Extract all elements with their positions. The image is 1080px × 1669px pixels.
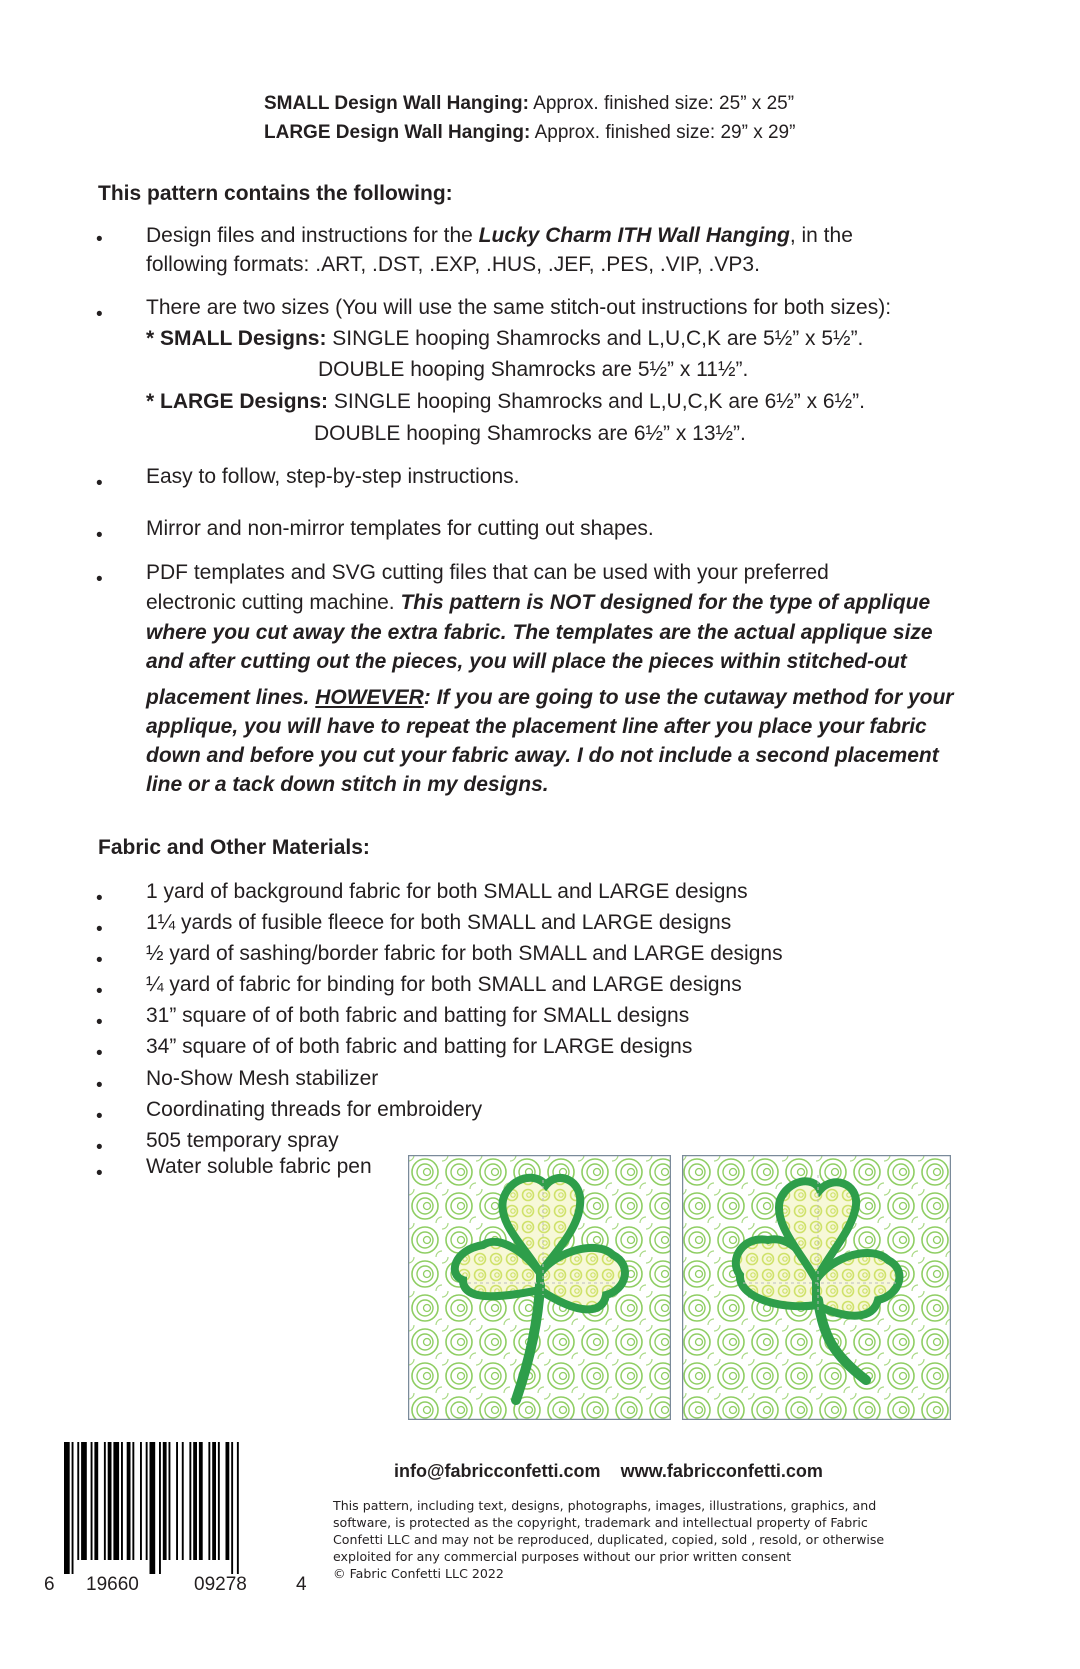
bullet: • <box>96 1012 103 1033</box>
barcode-bar <box>108 1442 112 1560</box>
barcode-bar <box>212 1442 216 1560</box>
materials-item: ½ yard of sashing/border fabric for both SMALL and LARGE designs <box>146 942 783 965</box>
barcode-bar <box>72 1442 74 1574</box>
barcode-bar <box>94 1442 98 1560</box>
shamrock-block-left <box>408 1155 671 1420</box>
pdf-svg-line-2: electronic cutting machine. This pattern is NOT designed for the type of applique <box>146 591 931 614</box>
materials-item: 34” square of of both fabric and batting for LARGE designs <box>146 1035 693 1058</box>
barcode-bar <box>127 1442 131 1560</box>
contents-item-instructions: Easy to follow, step-by-step instructions. <box>146 465 520 488</box>
pdf-svg-line-6: applique, you will have to repeat the placement line after you place your fabric <box>146 715 927 738</box>
barcode <box>44 1442 304 1576</box>
materials-item: No-Show Mesh stabilizer <box>146 1067 379 1090</box>
contents-heading: This pattern contains the following: <box>98 182 453 205</box>
barcode-bar <box>140 1442 142 1560</box>
contents-item-templates: Mirror and non-mirror templates for cutting out shapes. <box>146 517 654 540</box>
barcode-bar <box>132 1442 134 1560</box>
materials-heading: Fabric and Other Materials: <box>98 836 370 859</box>
pdf-svg-line-1: PDF templates and SVG cutting files that can be used with your preferred <box>146 561 829 584</box>
barcode-bar <box>81 1442 87 1560</box>
barcode-bar <box>189 1442 191 1560</box>
bullet: • <box>96 919 103 940</box>
bullet: • <box>96 525 103 546</box>
bullet: • <box>96 1075 103 1096</box>
barcode-bar <box>182 1442 184 1560</box>
bullet: • <box>96 229 103 250</box>
barcode-digit-check: 4 <box>296 1574 307 1595</box>
bullet: • <box>96 1163 103 1184</box>
materials-item: 1 yard of background fabric for both SMALL and LARGE designs <box>146 880 748 903</box>
barcode-bar <box>208 1442 210 1560</box>
materials-item: ¼ yard of fabric for binding for both SMALL and LARGE designs <box>146 973 742 996</box>
barcode-bar <box>159 1442 161 1574</box>
large-size-line: LARGE Design Wall Hanging: Approx. finished size: 29” x 29” <box>264 122 796 143</box>
bullet: • <box>96 1043 103 1064</box>
pdf-svg-line-3: where you cut away the extra fabric. The templates are the actual applique size <box>146 621 933 644</box>
materials-item: 1¼ yards of fusible fleece for both SMALL and LARGE designs <box>146 911 732 934</box>
barcode-digit-lead: 6 <box>44 1574 55 1595</box>
website-link[interactable]: www.fabricconfetti.com <box>620 1461 823 1481</box>
large-designs-single: * LARGE Designs: SINGLE hooping Shamrocks and L,U,C,K are 6½” x 6½”. <box>146 390 865 413</box>
barcode-bar <box>113 1442 119 1560</box>
bullet: • <box>96 569 103 590</box>
barcode-bar <box>226 1442 230 1560</box>
bullet: • <box>96 1137 103 1158</box>
pdf-svg-line-4: and after cutting out the pieces, you will place the pieces within stitched-out <box>146 650 907 673</box>
however-emphasis: HOWEVER <box>315 686 424 709</box>
legal-notice: This pattern, including text, designs, photographs, images, illustrations, graphics, and software, is protected as the copyright, trademark and intellectual property of Fabric Confetti LLC and may not be reproduced, duplicated, copied, sold , resold, or otherwise exploited for any commercial purposes without our prior written consent © Fabric Confetti LLC 2022 <box>333 1498 885 1581</box>
materials-item: 505 temporary spray <box>146 1129 339 1152</box>
product-title: Lucky Charm ITH Wall Hanging <box>478 224 790 247</box>
materials-item: Water soluble fabric pen <box>146 1155 372 1178</box>
barcode-bar <box>231 1442 233 1574</box>
small-designs-single: * SMALL Designs: SINGLE hooping Shamrocks and L,U,C,K are 5½” x 5½”. <box>146 327 864 350</box>
bullet: • <box>96 888 103 909</box>
pdf-svg-line-5: placement lines. HOWEVER: If you are going to use the cutaway method for your <box>146 686 954 709</box>
barcode-bar <box>193 1442 197 1560</box>
barcode-bar <box>150 1442 156 1574</box>
barcode-bar <box>146 1442 148 1560</box>
bullet: • <box>96 473 103 494</box>
barcode-bar <box>104 1442 106 1560</box>
small-size-line: SMALL Design Wall Hanging: Approx. finished size: 25” x 25” <box>264 93 795 114</box>
materials-item: Coordinating threads for embroidery <box>146 1098 483 1121</box>
email-link[interactable]: info@fabricconfetti.com <box>394 1461 601 1481</box>
large-designs-double: DOUBLE hooping Shamrocks are 6½” x 13½”. <box>314 422 746 445</box>
bullet: • <box>96 981 103 1002</box>
materials-item: 31” square of of both fabric and batting for SMALL designs <box>146 1004 690 1027</box>
small-designs-double: DOUBLE hooping Shamrocks are 5½” x 11½”. <box>318 358 749 381</box>
bullet: • <box>96 950 103 971</box>
barcode-bar <box>64 1442 70 1574</box>
bullet: • <box>96 1106 103 1127</box>
shamrock-block-right <box>682 1155 951 1420</box>
pdf-svg-line-7: down and before you cut your fabric away. I do not include a second placement <box>146 744 939 767</box>
bullet: • <box>96 304 103 325</box>
contents-item-formats: Design files and instructions for the Lucky Charm ITH Wall Hanging, in the following formats: .ART, .DST, .EXP, .HUS, .JEF, .PES, .VIP, .VP3. <box>146 224 853 276</box>
sizes-intro: There are two sizes (You will use the same stitch-out instructions for both sizes): <box>146 296 892 319</box>
barcode-bar <box>163 1442 167 1560</box>
contact-line <box>394 1461 843 1482</box>
barcode-bar <box>77 1442 79 1560</box>
barcode-bar <box>176 1442 178 1560</box>
barcode-group-1: 19660 <box>86 1574 139 1595</box>
pdf-svg-line-8: line or a tack down stitch in my designs. <box>146 773 549 796</box>
barcode-bar <box>121 1442 123 1560</box>
barcode-bar <box>91 1442 93 1560</box>
barcode-bar <box>169 1442 171 1560</box>
barcode-bar <box>237 1442 239 1574</box>
barcode-group-2: 09278 <box>194 1574 247 1595</box>
shamrock-photos <box>408 1155 951 1420</box>
barcode-bar <box>218 1442 220 1560</box>
barcode-bar <box>199 1442 203 1560</box>
